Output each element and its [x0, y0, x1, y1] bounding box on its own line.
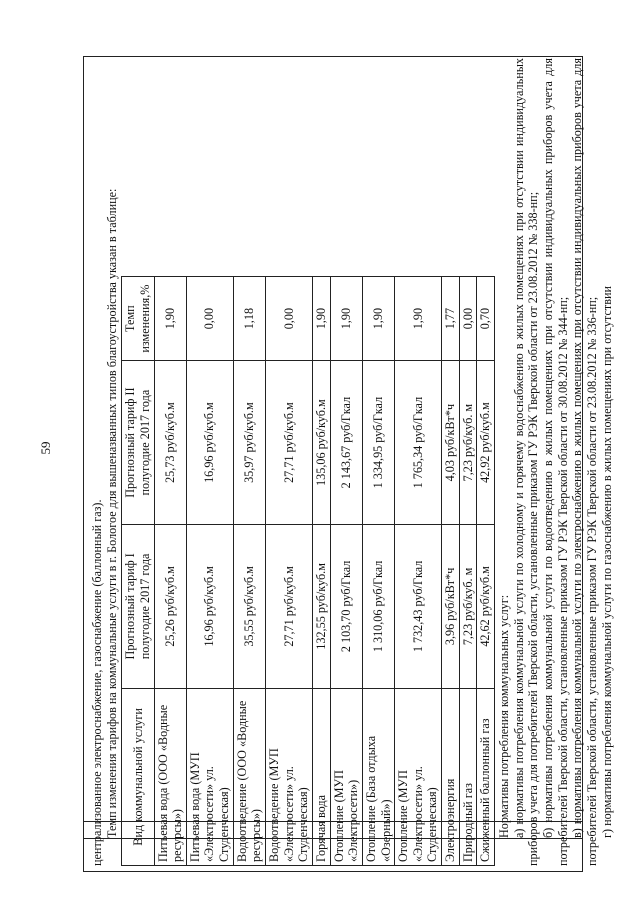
norms-item-d: г) нормативы потребления коммунальной услуги по газоснабжению в жилых помещениях при отсутствии	[599, 285, 614, 838]
change-cell: 1,90	[330, 277, 362, 361]
change-cell: 1,90	[395, 277, 442, 361]
change-cell: 1,18	[233, 277, 265, 361]
norms-item-a: а) нормативы потребления коммунальной услуги по холодному и горячему водоснабжению в жилых помещениях при отсутствии индивидуальных приборов учета для потребителей Тверской области, установленные приказом ГУ РЭК Тверской области от 23.08.2012 № 338-нп;	[511, 58, 541, 866]
tariff-h2-cell: 7,23 руб/куб. м	[459, 361, 477, 525]
norms-item-c: в) нормативы потребления коммунальной услуги по электроснабжению в жилых помещениях при отсутствии индивидуальных приборов учета для потребителей Тверской области, установленные приказом ГУ РЭК Тверской области от 23.08.2012 № 336-нп;	[570, 58, 599, 866]
service-cell: Горячая вода	[312, 688, 330, 865]
tariff-h1-cell: 1 732,43 руб/Гкал	[395, 525, 442, 689]
tariff-h1-cell: 35,55 руб/куб.м	[233, 525, 265, 689]
service-cell: Питьевая вода (МУП «Электросети» ул. Студенческая)	[186, 688, 233, 865]
header-tariff-h1: Прогнозный тариф I полугодие 2017 года	[122, 525, 154, 689]
change-cell: 1,90	[312, 277, 330, 361]
tariff-h1-cell: 3,96 руб/кВт*ч	[442, 525, 460, 689]
tariff-h1-cell: 132,55 руб/куб.м	[312, 525, 330, 689]
tariff-h2-cell: 16,96 руб/куб.м	[186, 361, 233, 525]
document-body	[90, 58, 614, 866]
tariff-h2-cell: 35,97 руб/куб.м	[233, 361, 265, 525]
table-row	[395, 277, 442, 866]
table-row	[312, 277, 330, 866]
tariff-h2-cell: 25,73 руб/куб.м	[154, 361, 186, 525]
table-row	[442, 277, 460, 866]
change-cell: 0,00	[459, 277, 477, 361]
header-change-rate: Темп изменения,%	[122, 277, 154, 361]
tariff-h1-cell: 2 103,70 руб/Гкал	[330, 525, 362, 689]
service-cell: Природный газ	[459, 688, 477, 865]
table-row	[186, 277, 233, 866]
change-cell: 0,70	[477, 277, 495, 361]
page-number: 59	[38, 441, 53, 455]
header-tariff-h2: Прогнозный тариф II полугодие 2017 года	[122, 361, 154, 525]
tariff-h1-cell: 42,62 руб/куб.м	[477, 525, 495, 689]
table-row	[330, 277, 362, 866]
table-row	[233, 277, 265, 866]
service-cell: Отопление (База отдыха «Озерный»)	[362, 688, 394, 865]
tariff-h1-cell: 25,26 руб/куб.м	[154, 525, 186, 689]
tariff-h2-cell: 1 765,34 руб/Гкал	[395, 361, 442, 525]
norms-item-b: б) нормативы потребления коммунальной услуги по водоотведению в жилых помещениях при отсутствии индивидуальных приборов учета для потребителей Тверской области, установленные приказом ГУ РЭК Тверской области от 30.08.2012 № 344-нп;	[540, 58, 570, 866]
change-cell: 1,90	[362, 277, 394, 361]
change-cell: 1,77	[442, 277, 460, 361]
change-cell: 0,00	[186, 277, 233, 361]
table-header-row	[122, 277, 154, 866]
service-cell: Водоотведение (МУП «Электросети» ул. Студенческая)	[266, 688, 313, 865]
service-cell: Отопление (МУП «Электросети»)	[330, 688, 362, 865]
tariff-h2-cell: 135,06 руб/куб.м	[312, 361, 330, 525]
header-service: Вид коммунальной услуги	[122, 688, 154, 865]
tariff-h2-cell: 1 334,95 руб/Гкал	[362, 361, 394, 525]
change-cell: 0,00	[266, 277, 313, 361]
change-cell: 1,90	[154, 277, 186, 361]
service-cell: Сжиженный баллонный газ	[477, 688, 495, 865]
intro-line-1: централизованное электроснабжение, газоснабжение (баллонный газ).	[90, 499, 104, 866]
tariff-h2-cell: 2 143,67 руб/Гкал	[330, 361, 362, 525]
table-row	[459, 277, 477, 866]
service-cell: Водоотведение (ООО «Водные ресурсы»)	[233, 688, 265, 865]
table-row	[477, 277, 495, 866]
intro-line-2: Темп изменения тарифов на коммунальные услуги в г. Бологое для вышеназванных типов благоустройства указан в таблице:	[104, 188, 119, 838]
tariff-h1-cell: 27,71 руб/куб.м	[266, 525, 313, 689]
tariff-h2-cell: 42,92 руб/куб.м	[477, 361, 495, 525]
service-cell: Электроэнергия	[442, 688, 460, 865]
tariff-table	[121, 276, 495, 866]
tariff-h1-cell: 1 310,06 руб/Гкал	[362, 525, 394, 689]
table-row	[266, 277, 313, 866]
service-cell: Питьевая вода (ООО «Водные ресурсы»)	[154, 688, 186, 865]
norms-heading: Нормативы потребления коммунальных услуг:	[497, 594, 512, 838]
tariff-h1-cell: 7,23 руб/куб. м	[459, 525, 477, 689]
tariff-h2-cell: 27,71 руб/куб.м	[266, 361, 313, 525]
table-row	[362, 277, 394, 866]
service-cell: Отопление (МУП «Электросети» ул. Студенческая)	[395, 688, 442, 865]
tariff-h2-cell: 4,03 руб/кВт*ч	[442, 361, 460, 525]
tariff-h1-cell: 16,96 руб/куб.м	[186, 525, 233, 689]
table-row	[154, 277, 186, 866]
